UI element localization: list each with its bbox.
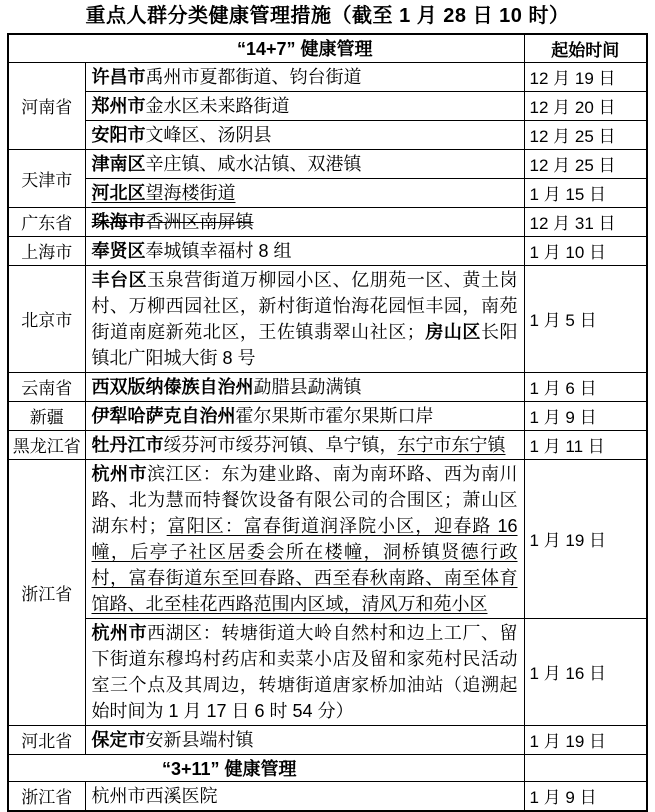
table-row bbox=[8, 430, 647, 459]
date-cell: 1 月 11 日 bbox=[524, 430, 647, 459]
province-cell: 浙江省 bbox=[8, 459, 85, 725]
province-cell: 河南省 bbox=[8, 62, 85, 149]
province-cell: 浙江省 bbox=[8, 781, 85, 811]
detail-text-segment: 丰台区 bbox=[91, 269, 148, 290]
detail-text-segment: 长阳镇北广阳城大街 8 号 bbox=[91, 321, 518, 368]
date-cell: 1 月 15 日 bbox=[524, 178, 647, 207]
detail-cell bbox=[85, 178, 524, 207]
detail-text-segment: 珠海市 bbox=[91, 211, 146, 232]
detail-text-segment: 杭州市西溪医院 bbox=[91, 785, 218, 806]
detail-text-segment: 勐腊县勐满镇 bbox=[253, 376, 362, 397]
date-cell: 1 月 10 日 bbox=[524, 236, 647, 265]
date-column-header: 起始时间 bbox=[524, 34, 647, 62]
detail-cell bbox=[85, 62, 524, 91]
detail-text-segment: 杭州市 bbox=[91, 622, 148, 643]
table-row bbox=[8, 725, 647, 754]
table-row bbox=[8, 459, 647, 618]
date-cell: 12 月 31 日 bbox=[524, 207, 647, 236]
detail-text-segment: 西湖区：转塘街道大岭自然村和边上工厂、留下街道东穆坞村药店和卖菜小店及留和家苑村民活动室三个点及其周边，转塘街道唐家桥加油站（追溯起始时间为 1 月 17 日 6 时 54 分） bbox=[91, 622, 518, 721]
table-row bbox=[8, 62, 647, 91]
detail-text-segment: 许昌市 bbox=[91, 66, 146, 87]
detail-text-segment: 文峰区、汤阴县 bbox=[145, 124, 272, 145]
date-cell: 12 月 20 日 bbox=[524, 91, 647, 120]
section-header-14-7: “14+7” 健康管理 bbox=[8, 34, 524, 62]
table-header-row bbox=[8, 34, 647, 62]
province-cell: 北京市 bbox=[8, 265, 85, 372]
detail-text-segment: 滨江区：东为建业路、南为南环路、西为南川路、北为慧而特餐饮设备有限公司的合围区；萧山区湖东村； bbox=[91, 463, 518, 536]
table-row bbox=[8, 149, 647, 178]
detail-cell bbox=[85, 459, 524, 618]
detail-text-segment: 香洲区南屏镇 bbox=[145, 211, 254, 232]
table-body bbox=[8, 62, 647, 811]
detail-cell bbox=[85, 265, 524, 372]
table-row bbox=[8, 178, 647, 207]
detail-text-segment: 保定市 bbox=[91, 729, 146, 750]
province-cell: 河北省 bbox=[8, 725, 85, 754]
detail-text-segment: 西双版纳傣族自治州 bbox=[91, 376, 254, 397]
detail-cell bbox=[85, 372, 524, 401]
table-row bbox=[8, 781, 647, 811]
table-row bbox=[8, 372, 647, 401]
detail-text-segment: 杭州市 bbox=[91, 463, 148, 484]
detail-text-segment: 奉城镇幸福村 8 组 bbox=[145, 240, 292, 261]
detail-text-segment: 望海楼街道 bbox=[145, 182, 236, 203]
date-cell: 12 月 25 日 bbox=[524, 120, 647, 149]
table-row bbox=[8, 91, 647, 120]
section-label-cell: “3+11” 健康管理 bbox=[8, 754, 524, 781]
table-row bbox=[8, 236, 647, 265]
date-cell: 1 月 16 日 bbox=[524, 618, 647, 725]
detail-text-segment: 津南区 bbox=[91, 153, 146, 174]
date-cell: 1 月 19 日 bbox=[524, 725, 647, 754]
province-cell: 云南省 bbox=[8, 372, 85, 401]
detail-text-segment: 霍尔果斯市霍尔果斯口岸 bbox=[235, 405, 434, 426]
detail-cell bbox=[85, 781, 524, 811]
detail-text-segment: 河北区 bbox=[91, 182, 146, 203]
detail-cell bbox=[85, 149, 524, 178]
detail-cell bbox=[85, 91, 524, 120]
detail-text-segment: 奉贤区 bbox=[91, 240, 146, 261]
table-row bbox=[8, 207, 647, 236]
detail-cell bbox=[85, 207, 524, 236]
health-management-table bbox=[7, 33, 648, 812]
detail-text-segment: 安阳市 bbox=[91, 124, 146, 145]
table-row bbox=[8, 265, 647, 372]
detail-text-segment: 安新县端村镇 bbox=[145, 729, 254, 750]
province-cell: 天津市 bbox=[8, 149, 85, 207]
detail-text-segment: 房山区 bbox=[424, 321, 481, 342]
detail-cell bbox=[85, 725, 524, 754]
document-page bbox=[0, 4, 655, 807]
date-cell: 12 月 25 日 bbox=[524, 149, 647, 178]
detail-text-segment: 富阳区：富春街道润泽院小区，迎春路 16 幢，后亭子社区居委会所在楼幢，洞桥镇贤德行政村，富春街道东至回春路、西至春秋南路、南至体育馆路、北至桂花西路范围内区域，清风万和苑小区 bbox=[91, 515, 518, 614]
detail-cell bbox=[85, 618, 524, 725]
table-row bbox=[8, 120, 647, 149]
date-cell: 1 月 9 日 bbox=[524, 781, 647, 811]
table-row bbox=[8, 618, 647, 725]
date-cell: 1 月 19 日 bbox=[524, 459, 647, 618]
detail-text-segment: 禹州市夏都街道、钧台街道 bbox=[145, 66, 362, 87]
detail-cell bbox=[85, 236, 524, 265]
province-cell: 黑龙江省 bbox=[8, 430, 85, 459]
detail-text-segment: 郑州市 bbox=[91, 95, 146, 116]
detail-text-segment: 牡丹江市 bbox=[91, 434, 164, 455]
province-cell: 广东省 bbox=[8, 207, 85, 236]
province-cell: 上海市 bbox=[8, 236, 85, 265]
detail-text-segment: 伊犁哈萨克自治州 bbox=[91, 405, 236, 426]
date-cell: 12 月 19 日 bbox=[524, 62, 647, 91]
detail-text-segment: 绥芬河市绥芬河镇、阜宁镇， bbox=[163, 434, 398, 455]
date-cell: 1 月 9 日 bbox=[524, 401, 647, 430]
detail-cell bbox=[85, 401, 524, 430]
date-cell: 1 月 5 日 bbox=[524, 265, 647, 372]
table-row bbox=[8, 401, 647, 430]
detail-cell bbox=[85, 120, 524, 149]
document-title: 重点人群分类健康管理措施（截至 1 月 28 日 10 时） bbox=[85, 5, 570, 27]
province-cell: 新疆 bbox=[8, 401, 85, 430]
detail-text-segment: 玉泉营街道万柳园小区、亿朋苑一区、黄土岗村、万柳西园社区，新村街道怡海花园恒丰园，南苑街道南庭新苑北区，王佐镇翡翠山社区； bbox=[91, 269, 518, 342]
date-cell: 1 月 6 日 bbox=[524, 372, 647, 401]
detail-cell bbox=[85, 430, 524, 459]
detail-text-segment: 东宁市东宁镇 bbox=[397, 434, 506, 455]
detail-text-segment: 金水区未来路街道 bbox=[145, 95, 290, 116]
date-cell-empty bbox=[524, 754, 647, 781]
detail-text-segment: 辛庄镇、咸水沽镇、双港镇 bbox=[145, 153, 362, 174]
section-row bbox=[8, 754, 647, 781]
